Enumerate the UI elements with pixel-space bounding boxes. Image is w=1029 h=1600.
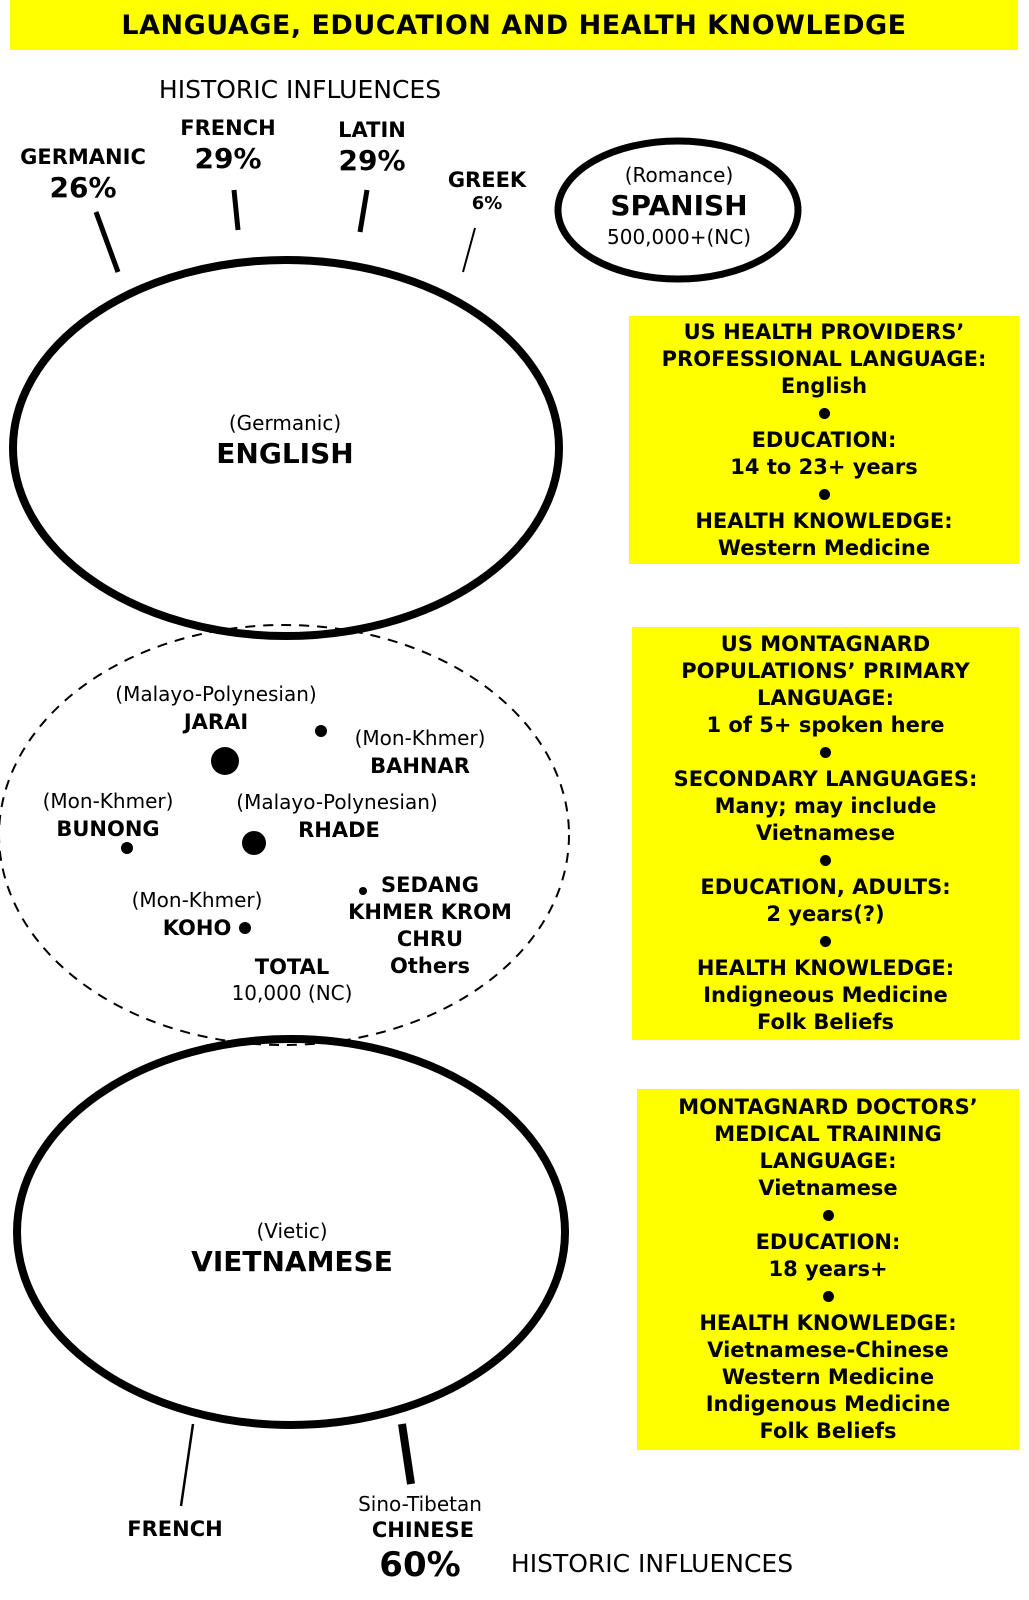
providers-heading-line-2: PROFESSIONAL LANGUAGE: xyxy=(661,346,987,371)
populations-info-box xyxy=(632,627,1019,1040)
bunong-family: (Mon-Khmer) xyxy=(42,789,174,813)
sedang-dot xyxy=(359,887,367,895)
other-language-sedang: SEDANG xyxy=(381,873,479,897)
populations-education-label: EDUCATION, ADULTS: xyxy=(700,875,951,899)
bahnar-name: BAHNAR xyxy=(370,754,470,778)
page-title: LANGUAGE, EDUCATION AND HEALTH KNOWLEDGE xyxy=(10,0,1018,50)
bahnar-family: (Mon-Khmer) xyxy=(354,726,486,750)
spanish-count: 500,000+(NC) xyxy=(607,225,751,249)
jarai-dot xyxy=(211,747,239,775)
french-connector xyxy=(234,190,238,230)
bunong-dot xyxy=(121,842,133,854)
influence-french-name: FRENCH xyxy=(180,116,276,140)
doctors-heading-line-1: MONTAGNARD DOCTORS’ xyxy=(678,1095,978,1119)
bullet-dot xyxy=(820,936,831,947)
jarai-name: JARAI xyxy=(183,710,249,734)
chinese-connector xyxy=(402,1424,411,1484)
doctors-health-label: HEALTH KNOWLEDGE: xyxy=(699,1311,957,1335)
populations-secondary-value-1: Many; may include xyxy=(714,794,937,818)
influence-germanic-name: GERMANIC xyxy=(20,145,146,169)
doctors-heading-line-2: MEDICAL TRAINING xyxy=(714,1122,942,1146)
top-influences-heading: HISTORIC INFLUENCES xyxy=(158,75,442,104)
populations-heading-line-2: POPULATIONS’ PRIMARY xyxy=(681,659,970,683)
doctors-info-box xyxy=(637,1089,1019,1450)
bottom-influence-chinese: CHINESE xyxy=(371,1518,475,1542)
doctors-education-label: EDUCATION: xyxy=(755,1230,901,1254)
bullet-dot xyxy=(823,1291,834,1302)
spanish-family: (Romance) xyxy=(624,163,734,187)
populations-education-value: 2 years(?) xyxy=(766,902,885,926)
vietnamese-name: VIETNAMESE xyxy=(191,1245,393,1278)
bunong-name: BUNONG xyxy=(56,817,160,841)
bahnar-dot xyxy=(315,725,327,737)
other-language-others: Others xyxy=(390,954,470,978)
providers-education-label: EDUCATION: xyxy=(751,427,897,452)
populations-secondary-label: SECONDARY LANGUAGES: xyxy=(673,767,978,791)
providers-heading-line-1: US HEALTH PROVIDERS’ xyxy=(683,319,965,344)
spanish-name: SPANISH xyxy=(610,189,748,222)
influence-germanic-percent: 26% xyxy=(49,171,117,204)
doctors-education-value: 18 years+ xyxy=(768,1257,888,1281)
latin-connector xyxy=(360,190,367,232)
influence-french-percent: 29% xyxy=(194,142,262,175)
populations-health-value-1: Indigneous Medicine xyxy=(703,983,948,1007)
populations-health-label: HEALTH KNOWLEDGE: xyxy=(696,956,955,980)
bullet-dot xyxy=(820,855,831,866)
other-language-khmer-krom: KHMER KROM xyxy=(348,900,512,924)
bullet-dot xyxy=(823,1210,834,1221)
bottom-influences-heading: HISTORIC INFLUENCES xyxy=(510,1549,794,1578)
providers-language: English xyxy=(780,373,868,398)
bottom-influence-french: FRENCH xyxy=(127,1517,223,1541)
populations-heading-line-3: LANGUAGE: xyxy=(756,686,895,710)
doctors-health-value-1: Vietnamese-Chinese xyxy=(707,1338,949,1362)
influence-latin-percent: 29% xyxy=(338,144,406,177)
greek-connector xyxy=(463,228,475,272)
rhade-dot xyxy=(242,831,266,855)
influence-latin-name: LATIN xyxy=(338,118,406,142)
koho-dot xyxy=(239,922,251,934)
bullet-dot xyxy=(820,747,831,758)
bullet-dot xyxy=(819,489,830,500)
influence-greek-percent: 6% xyxy=(471,193,503,214)
bullet-dot xyxy=(819,408,830,419)
koho-family: (Mon-Khmer) xyxy=(131,888,263,912)
rhade-family: (Malayo-Polynesian) xyxy=(236,790,438,814)
montagnard-total-value: 10,000 (NC) xyxy=(231,981,353,1005)
other-language-chru: CHRU xyxy=(396,927,464,951)
english-name: ENGLISH xyxy=(216,437,354,470)
influence-greek-name: GREEK xyxy=(447,168,527,192)
vietnamese-family: (Vietic) xyxy=(256,1219,328,1243)
english-family: (Germanic) xyxy=(228,411,342,435)
jarai-family: (Malayo-Polynesian) xyxy=(115,682,317,706)
chinese-percent: 60% xyxy=(379,1545,461,1585)
rhade-name: RHADE xyxy=(298,818,380,842)
doctors-heading-line-3: LANGUAGE: xyxy=(759,1149,897,1173)
germanic-connector xyxy=(96,212,118,272)
bottom-french-connector xyxy=(181,1424,193,1506)
montagnard-total-label: TOTAL xyxy=(254,955,330,979)
populations-heading-line-1: US MONTAGNARD xyxy=(720,632,931,656)
providers-education-value: 14 to 23+ years xyxy=(730,454,918,479)
koho-name: KOHO xyxy=(162,916,232,940)
doctors-language: Vietnamese xyxy=(758,1176,898,1200)
providers-info-box xyxy=(629,316,1019,564)
populations-secondary-value-2: Vietnamese xyxy=(755,821,896,845)
providers-health-label: HEALTH KNOWLEDGE: xyxy=(695,508,953,533)
doctors-health-value-4: Folk Beliefs xyxy=(759,1419,897,1443)
providers-health-value: Western Medicine xyxy=(717,535,931,560)
populations-health-value-2: Folk Beliefs xyxy=(757,1010,894,1034)
doctors-health-value-3: Indigenous Medicine xyxy=(705,1392,951,1416)
populations-language: 1 of 5+ spoken here xyxy=(706,713,945,737)
chinese-family: Sino-Tibetan xyxy=(358,1492,482,1516)
doctors-health-value-2: Western Medicine xyxy=(721,1365,935,1389)
